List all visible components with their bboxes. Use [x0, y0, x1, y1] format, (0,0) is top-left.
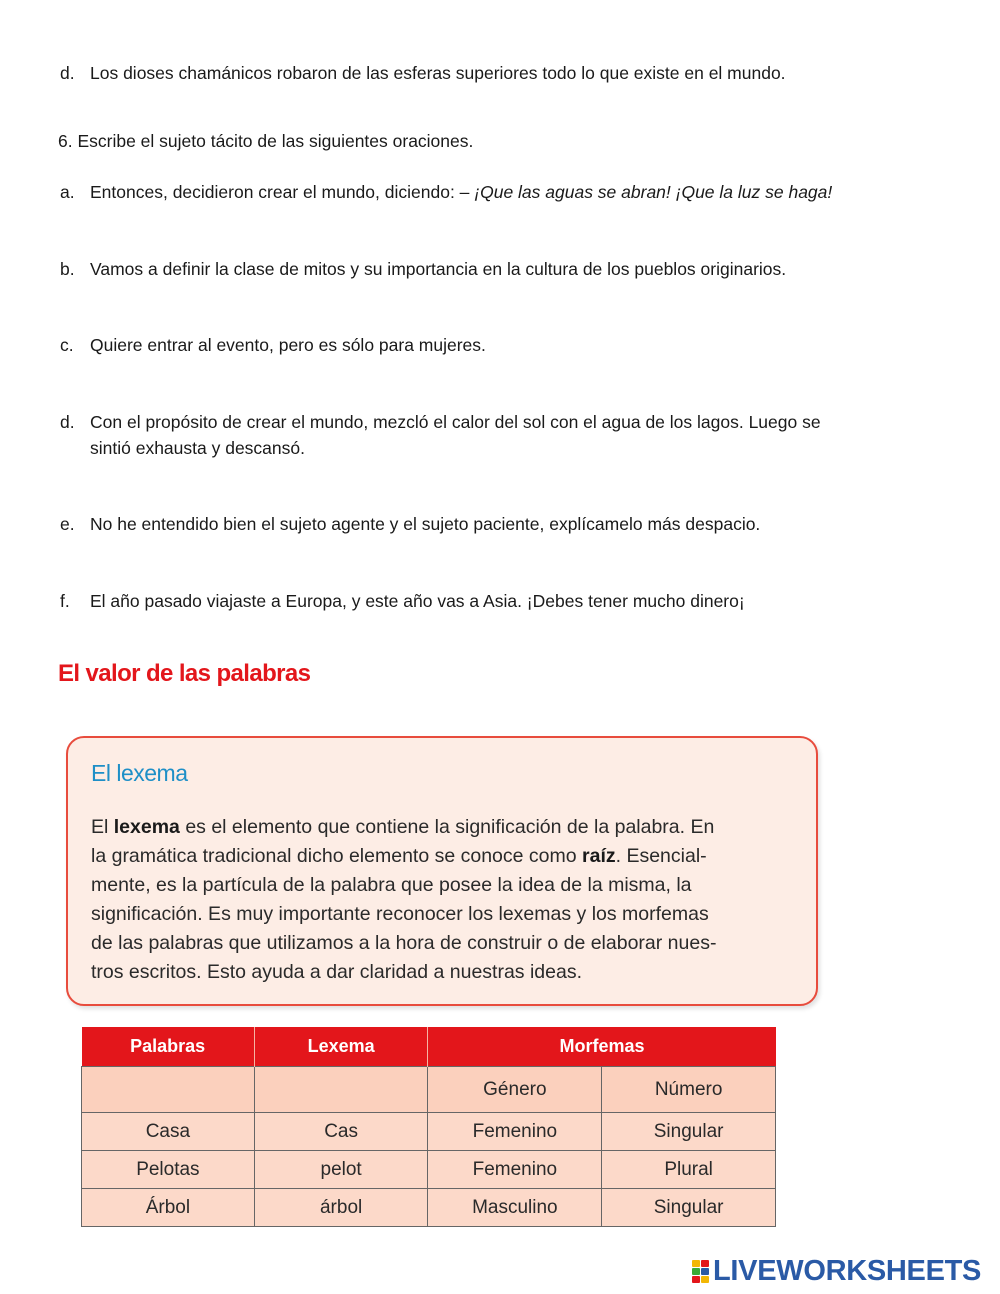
item-letter: a.: [60, 182, 75, 202]
item-text: El año pasado viajaste a Europa, y este año vas a Asia. ¡Debes tener mucho dinero¡: [90, 591, 745, 611]
table-header-row: [82, 1027, 776, 1067]
table-row: [82, 1189, 776, 1227]
subheader-numero: Número: [602, 1067, 776, 1113]
bold-term-lexema: lexema: [113, 816, 180, 838]
item-text: Quiere entrar al evento, pero es sólo para mujeres.: [90, 335, 486, 355]
exercise-6-heading: 6. Escribe el sujeto tácito de las siguientes oraciones.: [58, 131, 474, 151]
subheader-cell: [82, 1067, 255, 1113]
table-cell: Árbol: [82, 1189, 255, 1227]
info-line-6: tros escritos. Esto ayuda a dar claridad a nuestras ideas.: [91, 961, 583, 983]
table-cell: Femenino: [428, 1151, 602, 1189]
subheader-cell: [254, 1067, 428, 1113]
table-cell: pelot: [254, 1151, 428, 1189]
info-line-4: significación. Es muy importante reconocer los lexemas y los morfemas: [91, 903, 709, 925]
info-box-title: El lexema: [91, 760, 188, 786]
item-letter: f.: [60, 591, 70, 611]
table-cell: Masculino: [428, 1189, 602, 1227]
table-cell: Plural: [602, 1151, 776, 1189]
section-title: El valor de las palabras: [58, 660, 311, 687]
item-text: Entonces, decidieron crear el mundo, diciendo: –: [90, 182, 475, 202]
item-text-line-2: sintió exhausta y descansó.: [90, 438, 305, 458]
question-letter: d.: [60, 63, 75, 83]
header-lexema: Lexema: [254, 1027, 428, 1067]
info-box-body: [91, 813, 803, 987]
lexema-info-box: [66, 736, 818, 1006]
subheader-genero: Género: [428, 1067, 602, 1113]
info-line-2: la gramática tradicional dicho elemento se conoce como raíz. Esencial-: [91, 845, 707, 867]
table-cell: Singular: [602, 1113, 776, 1151]
item-letter: b.: [60, 259, 75, 279]
item-letter: c.: [60, 335, 74, 355]
liveworksheets-logo[interactable]: [692, 1256, 981, 1286]
table-cell: Casa: [82, 1113, 255, 1151]
item-italic-quote: ¡Que las aguas se abran! ¡Que la luz se haga!: [474, 182, 833, 202]
item-text: Vamos a definir la clase de mitos y su importancia en la cultura de los pueblos originarios.: [90, 259, 787, 279]
liveworksheets-logo-icon: [692, 1259, 710, 1283]
liveworksheets-logo-text: LIVEWORKSHEETS: [713, 1255, 982, 1287]
table-subheader-row: [82, 1067, 776, 1113]
info-line-1: El lexema es el elemento que contiene la significación de la palabra. En: [91, 816, 715, 838]
table-cell: Pelotas: [82, 1151, 255, 1189]
info-line-3: mente, es la partícula de la palabra que posee la idea de la misma, la: [91, 874, 692, 896]
table-cell: árbol: [254, 1189, 428, 1227]
morphemes-table: [81, 1027, 776, 1227]
header-palabras: Palabras: [82, 1027, 255, 1067]
item-text: No he entendido bien el sujeto agente y el sujeto paciente, explícamelo más despacio.: [90, 514, 761, 534]
table-cell: Singular: [602, 1189, 776, 1227]
item-letter: d.: [60, 412, 75, 432]
question-text: Los dioses chamánicos robaron de las esferas superiores todo lo que existe en el mundo.: [90, 63, 786, 83]
header-morfemas: Morfemas: [428, 1027, 776, 1067]
table-row: [82, 1113, 776, 1151]
table-row: [82, 1151, 776, 1189]
item-text-line-1: Con el propósito de crear el mundo, mezcló el calor del sol con el agua de los lagos. Luego se: [90, 412, 821, 432]
bold-term-raiz: raíz: [582, 845, 616, 867]
table-cell: Cas: [254, 1113, 428, 1151]
info-line-5: de las palabras que utilizamos a la hora de construir o de elaborar nues-: [91, 932, 717, 954]
table-cell: Femenino: [428, 1113, 602, 1151]
item-letter: e.: [60, 514, 75, 534]
